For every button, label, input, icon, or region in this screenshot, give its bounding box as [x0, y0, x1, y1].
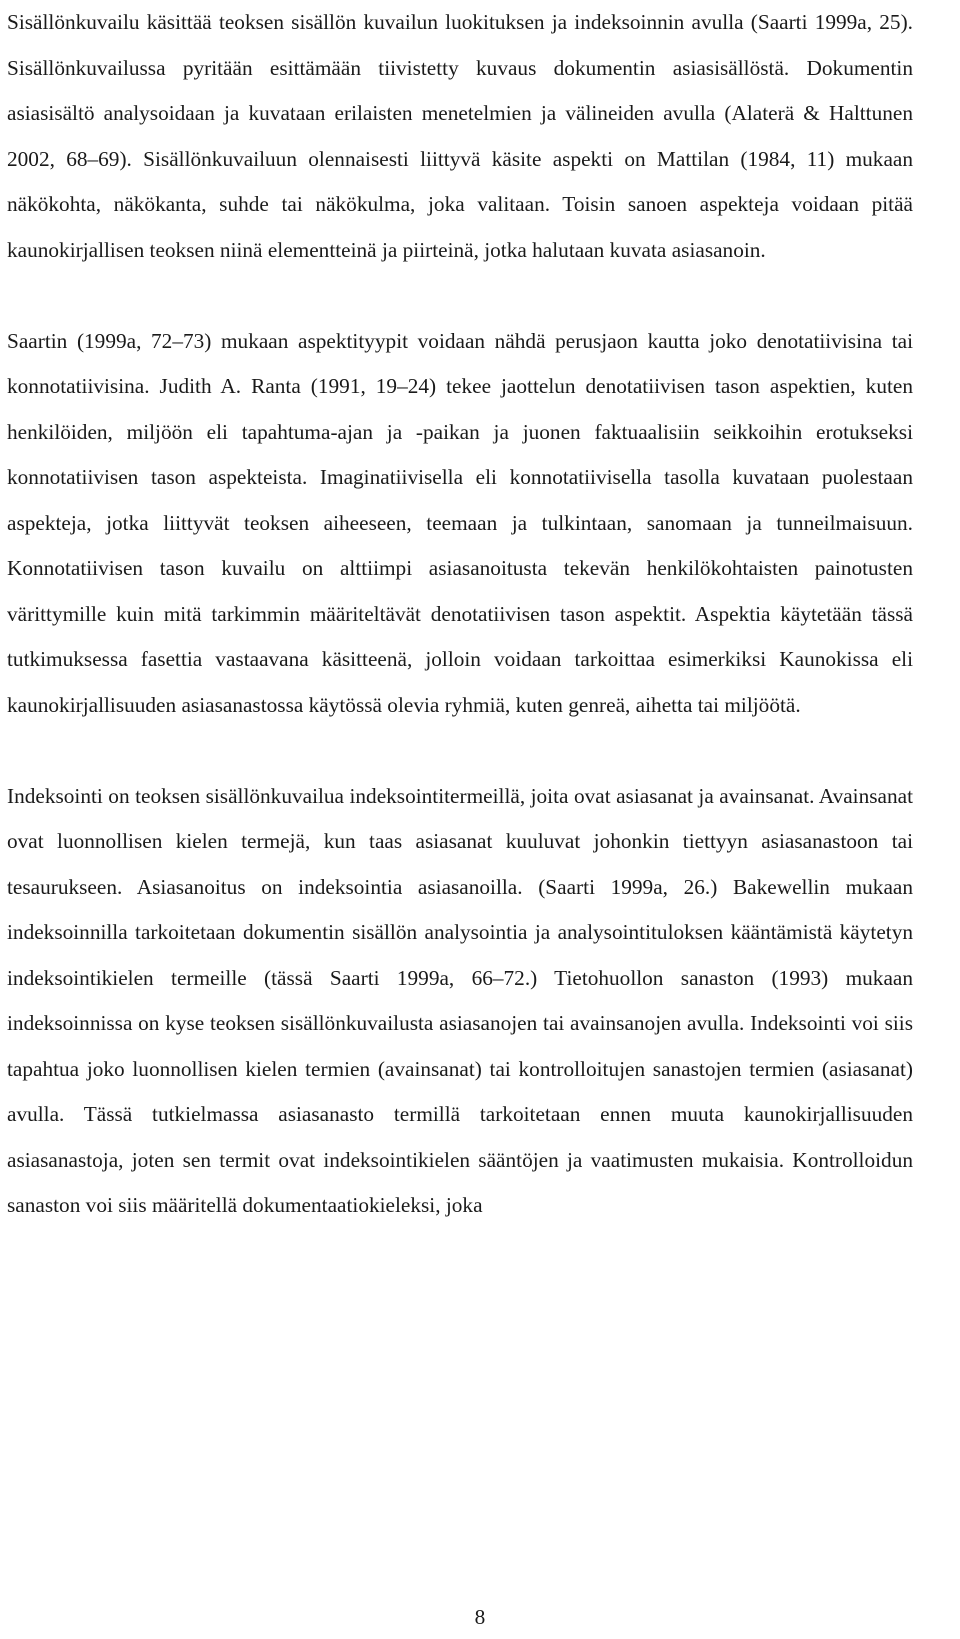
paragraph-aspect-types: Saartin (1999a, 72–73) mukaan aspektityypit voidaan nähdä perusjaon kautta joko denotatiivisina tai konnotatiivisina. Judith A. Ranta (1991, 19–24) tekee jaottelun denotatiivisen tason aspektien, kuten henkilöiden, miljöön eli tapahtuma-ajan ja -paikan ja juonen faktuaalisiin seikkoihin erotukseksi konnotatiivisen tason aspekteista. Imaginatiivisella eli konnotatiivisella tasolla kuvataan puolestaan aspekteja, jotka liittyvät teoksen aiheeseen, teemaan ja tulkintaan, sanomaan ja tunneilmaisuun. Konnotatiivisen tason kuvailu on alttiimpi asiasanoitusta tekevän henkilökohtaisten painotusten värittymille kuin mitä tarkimmin määriteltävät denotatiivisen tason aspektit. Aspektia käytetään tässä tutkimuksessa fasettia vastaavana käsitteenä, jolloin voidaan tarkoittaa esimerkiksi Kaunokissa eli kaunokirjallisuuden asiasanastossa käytössä olevia ryhmiä, kuten genreä, aihetta tai miljöötä. — [7, 328, 913, 717]
body-text — [7, 0, 913, 1274]
paragraph-content-description: Sisällönkuvailu käsittää teoksen sisällön kuvailun luokituksen ja indeksoinnin avulla (Saarti 1999a, 25). Sisällönkuvailussa pyritään esittämään tiivistetty kuvaus dokumentin asiasisällöstä. Dokumentin asiasisältö analysoidaan ja kuvataan erilaisten menetelmien ja välineiden avulla (Alaterä & Halttunen 2002, 68–69). Sisällönkuvailuun olennaisesti liittyvä käsite aspekti on Mattilan (1984, 11) mukaan näkökohta, näkökanta, suhde tai näkökulma, joka valitaan. Toisin sanoen aspekteja voidaan pitää kaunokirjallisen teoksen niinä elementteinä ja piirteinä, jotka halutaan kuvata asiasanoin. — [7, 10, 913, 262]
paragraph-indexing: Indeksointi on teoksen sisällönkuvailua indeksointitermeillä, joita ovat asiasanat ja avainsanat. Avainsanat ovat luonnollisen kielen termejä, kun taas asiasanat kuuluvat johonkin tiettyyn asiasanastoon tai tesaurukseen. Asiasanoitus on indeksointia asiasanoilla. (Saarti 1999a, 26.) Bakewellin mukaan indeksoinnilla tarkoitetaan dokumentin sisällön analysointia ja analysointituloksen kääntämistä käytetyn indeksointikielen termeille (tässä Saarti 1999a, 66–72.) Tietohuollon sanaston (1993) mukaan indeksoinnissa on kyse teoksen sisällönkuvailusta asiasanojen tai avainsanojen avulla. Indeksointi voi siis tapahtua joko luonnollisen kielen termien (avainsanat) tai kontrolloitujen sanastojen termien (asiasanat) avulla. Tässä tutkielmassa asiasanasto termillä tarkoitetaan ennen muuta kaunokirjallisuuden asiasanastoja, joten sen termit ovat indeksointikielen sääntöjen ja vaatimusten mukaisia. Kontrolloidun sanaston voi siis määritellä dokumentaatiokieleksi, joka — [7, 783, 913, 1217]
page-number: 8 — [474, 1605, 486, 1629]
